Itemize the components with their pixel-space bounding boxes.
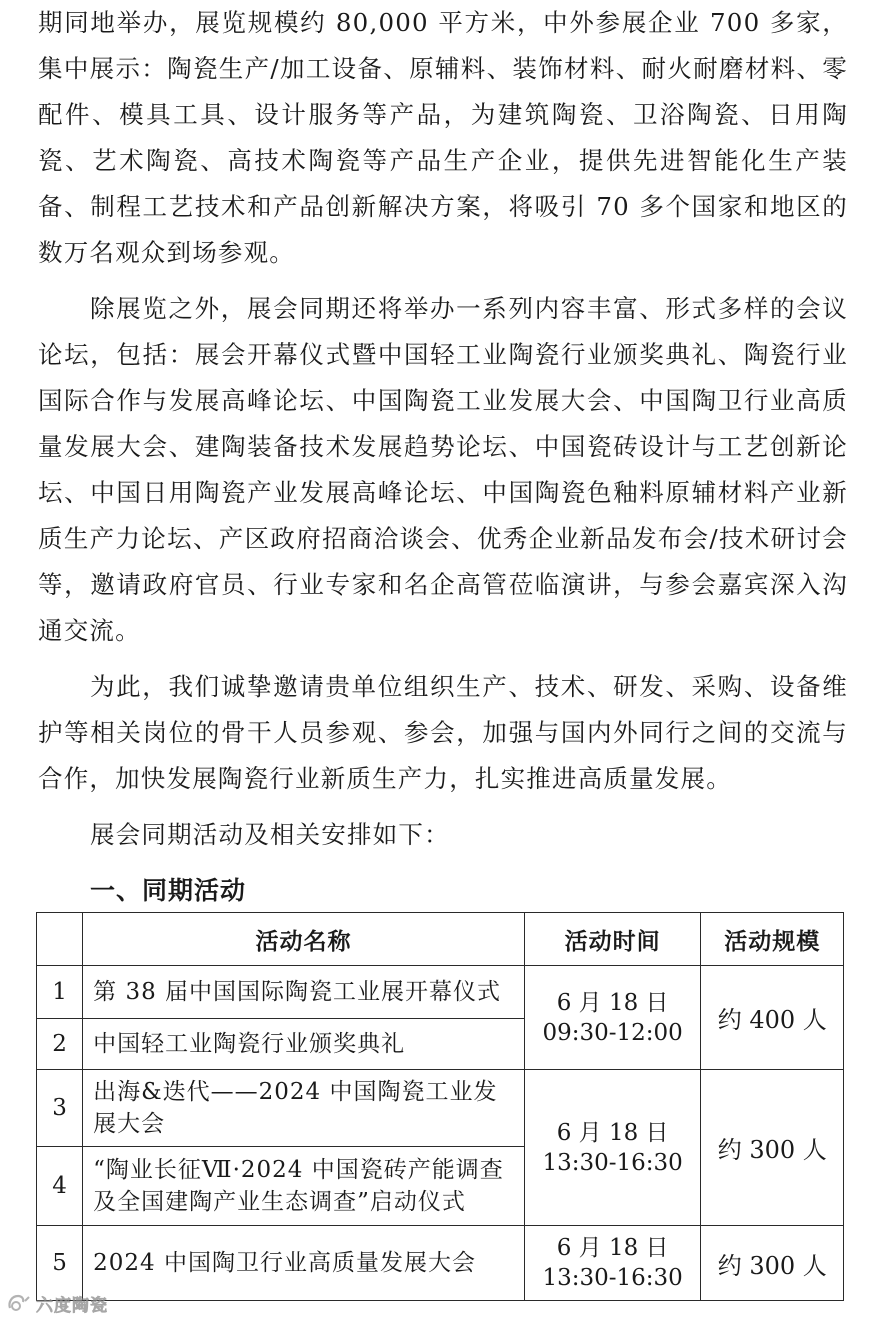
event-time [524, 1226, 701, 1301]
event-date: 6 月 18 日 [556, 1119, 669, 1146]
event-name: “陶业长征Ⅶ·2024 中国瓷砖产能调查及全国建陶产业生态调查”启动仪式 [83, 1147, 525, 1226]
event-date: 6 月 18 日 [556, 989, 669, 1016]
row-number: 3 [37, 1070, 83, 1147]
watermark [6, 1290, 108, 1316]
paragraph-forums: 除展览之外，展会同期还将举办一系列内容丰富、形式多样的会议论坛，包括：展会开幕仪式暨中国轻工业陶瓷行业颁奖典礼、陶瓷行业国际合作与发展高峰论坛、中国陶瓷工业发展大会、中国陶卫行业高质量发展大会、建陶装备技术发展趋势论坛、中国瓷砖设计与工艺创新论坛、中国日用陶瓷产业发展高峰论坛、中国陶瓷色釉料原辅材料产业新质生产力论坛、产区政府招商洽谈会、优秀企业新品发布会/技术研讨会等，邀请政府官员、行业专家和名企高管莅临演讲，与参会嘉宾深入沟通交流。 [38, 294, 848, 645]
event-hours: 09:30-12:00 [542, 1019, 683, 1046]
event-name: 中国轻工业陶瓷行业颁奖典礼 [83, 1019, 525, 1070]
paragraph-invitation: 为此，我们诚挚邀请贵单位组织生产、技术、研发、采购、设备维护等相关岗位的骨干人员参观、参会，加强与国内外同行之间的交流与合作，加快发展陶瓷行业新质生产力，扎实推进高质量发展。 [38, 672, 848, 793]
events-table [36, 912, 844, 1301]
table-row [37, 1070, 844, 1147]
event-name: 出海&迭代——2024 中国陶瓷工业发展大会 [83, 1070, 525, 1147]
event-scale: 约 300 人 [701, 1226, 844, 1301]
event-date: 6 月 18 日 [556, 1235, 669, 1261]
header-event-name: 活动名称 [83, 913, 525, 966]
event-hours: 13:30-16:30 [542, 1149, 683, 1176]
document-body [38, 0, 848, 914]
row-number: 5 [37, 1226, 83, 1301]
paragraph-exhibition-scale: 期同地举办，展览规模约 80,000 平方米，中外参展企业 700 多家，集中展示：陶瓷生产/加工设备、原辅料、装饰材料、耐火耐磨材料、零配件、模具工具、设计服务等产品，为建筑陶瓷、卫浴陶瓷、日用陶瓷、艺术陶瓷、高技术陶瓷等产品生产企业，提供先进智能化生产装备、制程工艺技术和产品创新解决方案，将吸引 70 多个国家和地区的数万名观众到场参观。 [38, 8, 848, 267]
row-number: 1 [37, 966, 83, 1019]
event-name: 第 38 届中国国际陶瓷工业展开幕仪式 [83, 966, 525, 1019]
header-event-scale: 活动规模 [701, 913, 844, 966]
section-heading: 一、同期活动 [90, 876, 247, 905]
event-scale: 约 400 人 [701, 966, 844, 1070]
row-number: 2 [37, 1019, 83, 1070]
table-row [37, 966, 844, 1019]
event-time [524, 966, 701, 1070]
watermark-logo-icon [6, 1292, 32, 1314]
watermark-text: 六度陶瓷 [36, 1295, 108, 1316]
event-name: 2024 中国陶卫行业高质量发展大会 [83, 1226, 525, 1301]
row-number: 4 [37, 1147, 83, 1226]
table-row [37, 1226, 844, 1301]
event-time [524, 1070, 701, 1226]
event-hours: 13:30-16:30 [542, 1265, 683, 1291]
header-event-time: 活动时间 [524, 913, 701, 966]
event-scale: 约 300 人 [701, 1070, 844, 1226]
table-header-row [37, 913, 844, 966]
header-no [37, 913, 83, 966]
paragraph-arrangements-intro: 展会同期活动及相关安排如下： [90, 820, 450, 849]
